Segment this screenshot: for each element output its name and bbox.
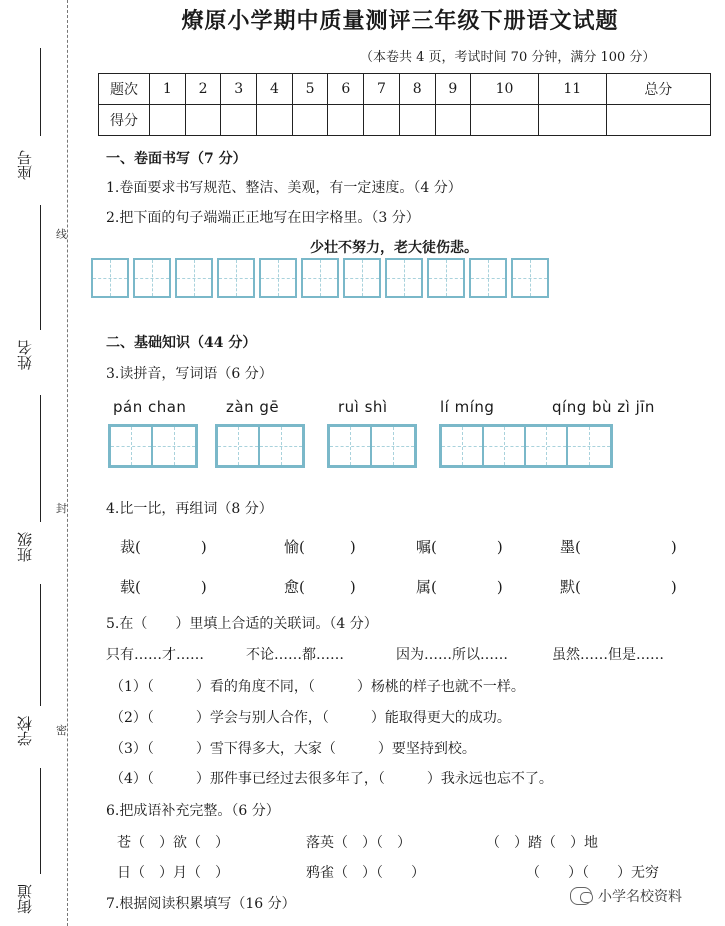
pinyin-5: qíng bù zì jīn [552, 398, 655, 416]
pinyin-1: pán chan [113, 398, 187, 416]
writing-grid-cell[interactable] [133, 258, 171, 298]
idiom-item: （ ）踏（ ）地 [486, 835, 598, 851]
table-cell: 11 [538, 74, 606, 105]
idiom-item: （ ）（ ）无穷 [526, 865, 659, 881]
compare-item: 愉( ) [284, 538, 356, 556]
pinyin-4: lí míng [440, 398, 495, 416]
seat-number-label: 座号 [16, 150, 34, 180]
exam-title: 燎原小学期中质量测评三年级下册语文试题 [181, 8, 619, 34]
name-line [40, 205, 41, 330]
table-cell: 4 [257, 74, 293, 105]
compare-item: 愈( ) [284, 578, 356, 596]
score-cell[interactable] [221, 105, 257, 136]
watermark-text: 小学名校资料 [598, 889, 682, 905]
pinyin-2: zàn gē [226, 398, 280, 416]
score-cell[interactable] [150, 105, 186, 136]
idiom-item: 苍（ ）欲（ ） [117, 835, 229, 851]
question-6: 6.把成语补充完整。（6 分） [106, 803, 280, 819]
question-3: 3.读拼音，写词语（6 分） [106, 366, 273, 382]
score-cell[interactable] [606, 105, 710, 136]
score-cell[interactable] [185, 105, 221, 136]
conjunction-option: 不论……都…… [246, 647, 344, 663]
exam-subtitle: （本卷共 4 页，考试时间 70 分钟，满分 100 分） [360, 50, 656, 65]
writing-grid-cell[interactable] [153, 427, 195, 465]
fill-sentence-3: （3）（ ）雪下得多大，大家（ ）要坚持到校。 [110, 741, 476, 757]
school-label: 学校 [16, 716, 34, 746]
pinyin-answer-box-3[interactable] [327, 424, 417, 468]
class-label: 班级 [16, 532, 34, 562]
compare-item: 嘱( ) [416, 538, 503, 556]
writing-grid-cell[interactable] [526, 427, 568, 465]
tianzige-row [91, 258, 553, 298]
table-cell: 2 [185, 74, 221, 105]
writing-grid-cell[interactable] [568, 427, 610, 465]
writing-grid-cell[interactable] [484, 427, 526, 465]
idiom-item: 落英（ ）（ ） [306, 835, 411, 851]
fill-sentence-1: （1）（ ）看的角度不同，（ ）杨桃的样子也就不一样。 [110, 679, 525, 695]
conjunction-option: 因为……所以…… [396, 647, 508, 663]
score-table-score-row [99, 105, 711, 136]
writing-grid-cell[interactable] [111, 427, 153, 465]
section-1-heading: 一、卷面书写（7 分） [106, 151, 247, 167]
compare-item: 载( ) [120, 578, 207, 596]
compare-item: 墨( ) [560, 538, 677, 556]
conjunction-option: 虽然……但是…… [552, 647, 664, 663]
writing-grid-cell[interactable] [217, 258, 255, 298]
writing-grid-cell[interactable] [343, 258, 381, 298]
score-cell[interactable] [471, 105, 539, 136]
writing-grid-cell[interactable] [427, 258, 465, 298]
compare-item: 属( ) [416, 578, 503, 596]
section-2-heading: 二、基础知识（44 分） [106, 335, 257, 351]
compare-item: 默( ) [560, 578, 677, 596]
question-5: 5.在（ ）里填上合适的关联词。（4 分） [106, 616, 378, 632]
question-7: 7.根据阅读积累填写（16 分） [106, 896, 296, 912]
score-cell[interactable] [538, 105, 606, 136]
name-label: 姓名 [16, 340, 34, 370]
writing-grid-cell[interactable] [511, 258, 549, 298]
table-cell: 7 [364, 74, 400, 105]
pinyin-answer-box-2[interactable] [215, 424, 305, 468]
street-label: 街道 [16, 884, 34, 914]
score-cell[interactable] [364, 105, 400, 136]
pinyin-answer-box-1[interactable] [108, 424, 198, 468]
writing-grid-cell[interactable] [260, 427, 302, 465]
writing-grid-cell[interactable] [91, 258, 129, 298]
writing-grid-cell[interactable] [218, 427, 260, 465]
table-cell: 1 [150, 74, 186, 105]
pinyin-3: ruì shì [338, 398, 388, 416]
writing-grid-cell[interactable] [259, 258, 297, 298]
table-cell: 题次 [99, 74, 150, 105]
seal-char-seal: 封 [56, 502, 67, 515]
question-2: 2.把下面的句子端端正正地写在田字格里。（3 分） [106, 210, 420, 226]
writing-grid-cell[interactable] [175, 258, 213, 298]
class-line [40, 395, 41, 522]
conjunction-option: 只有……才…… [106, 647, 204, 663]
chat-bubbles-icon [570, 887, 592, 905]
compare-item: 裁( ) [120, 538, 207, 556]
fill-sentence-4: （4）（ ）那件事已经过去很多年了，（ ）我永远也忘不了。 [110, 771, 553, 787]
copy-sentence: 少壮不努力，老大徒伤悲。 [310, 240, 478, 256]
table-cell: 总分 [606, 74, 710, 105]
table-cell: 3 [221, 74, 257, 105]
pinyin-answer-box-4[interactable] [439, 424, 613, 468]
school-line [40, 584, 41, 706]
writing-grid-cell[interactable] [330, 427, 372, 465]
writing-grid-cell[interactable] [372, 427, 414, 465]
score-cell[interactable] [399, 105, 435, 136]
seal-char-line: 线 [56, 228, 67, 241]
writing-grid-cell[interactable] [469, 258, 507, 298]
seat-number-line [40, 48, 41, 136]
score-table-header-row [99, 74, 711, 105]
seal-char-close: 密 [56, 724, 67, 737]
street-line [40, 768, 41, 874]
table-cell: 9 [435, 74, 471, 105]
idiom-item: 日（ ）月（ ） [117, 865, 229, 881]
table-cell: 6 [328, 74, 364, 105]
score-table [98, 73, 711, 136]
table-cell: 8 [399, 74, 435, 105]
idiom-item: 鸦雀（ ）（ ） [306, 865, 425, 881]
table-cell: 得分 [99, 105, 150, 136]
score-cell[interactable] [328, 105, 364, 136]
score-cell[interactable] [257, 105, 293, 136]
writing-grid-cell[interactable] [442, 427, 484, 465]
binding-dashed-line [67, 0, 68, 926]
table-cell: 10 [471, 74, 539, 105]
writing-grid-cell[interactable] [385, 258, 423, 298]
score-cell[interactable] [292, 105, 328, 136]
fill-sentence-2: （2）（ ）学会与别人合作，（ ）能取得更大的成功。 [110, 710, 511, 726]
question-1: 1.卷面要求书写规范、整洁、美观，有一定速度。（4 分） [106, 180, 462, 196]
watermark [570, 886, 682, 906]
question-4: 4.比一比，再组词（8 分） [106, 501, 273, 517]
writing-grid-cell[interactable] [301, 258, 339, 298]
score-cell[interactable] [435, 105, 471, 136]
table-cell: 5 [292, 74, 328, 105]
